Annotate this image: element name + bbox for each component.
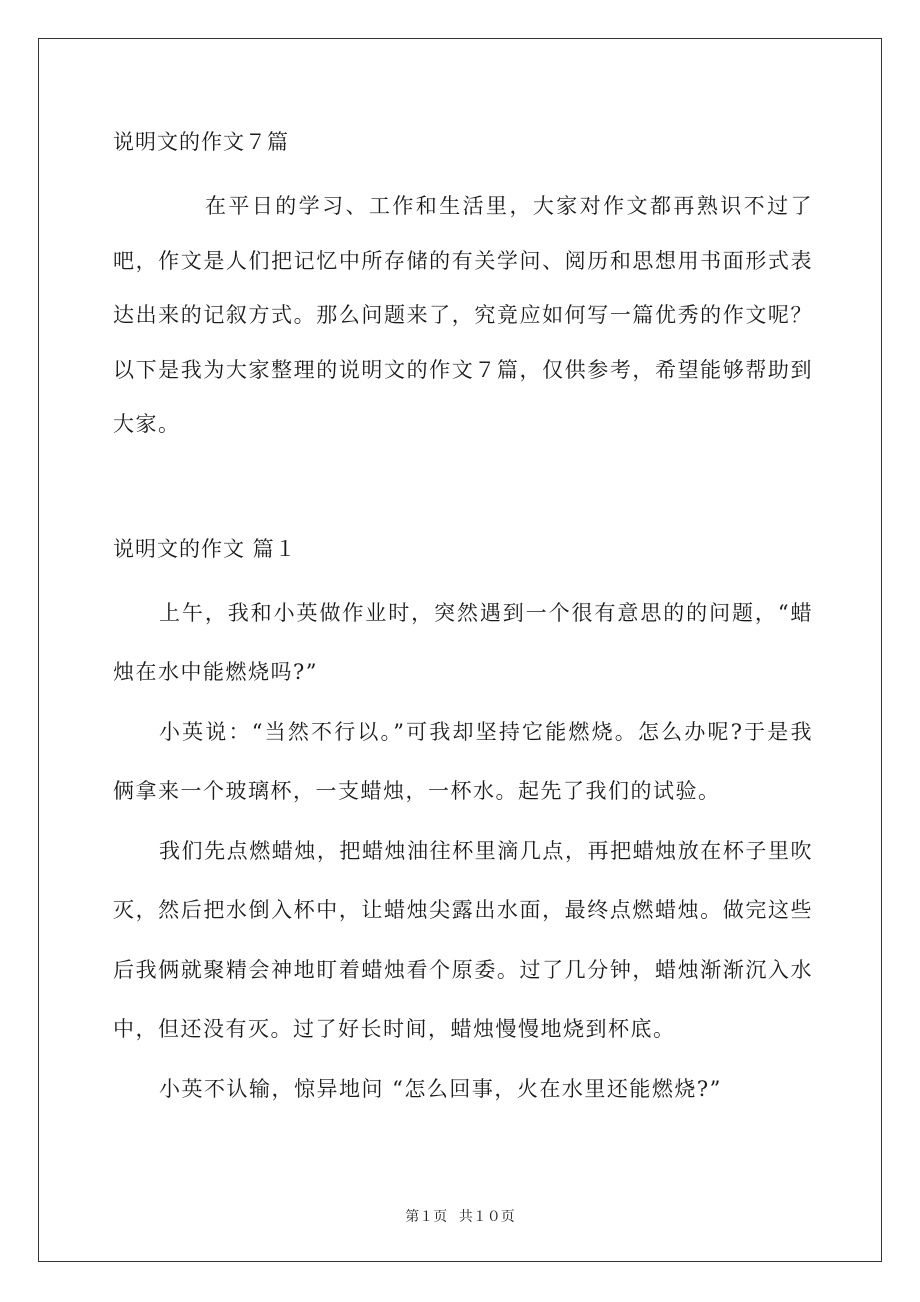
page-footer [0, 1206, 920, 1226]
page-total: 共１０页 [458, 1210, 515, 1225]
document-title: 说明文的作文７篇 [113, 130, 289, 154]
body-paragraph: 小英说：“当然不行以。”可我却坚持它能燃烧。怎么办呢?于是我俩拿来一个玻璃杯，一支蜡烛，一杯水。起先了我们的试验。 [113, 719, 813, 803]
intro-paragraph: 在平日的学习、工作和生活里，大家对作文都再熟识不过了吧，作文是人们把记忆中所存储的有关学问、阅历和思想用书面形式表达出来的记叙方式。那么问题来了，究竟应如何写一篇优秀的作文呢？以下是我为大家整理的说明文的作文７篇，仅供参考，希望能够帮助到大家。 [113, 194, 813, 436]
body-paragraph: 小英不认输，惊异地问 “怎么回事，火在水里还能燃烧?” [159, 1076, 722, 1101]
body-paragraph: 上午，我和小英做作业时，突然遇到一个很有意思的的问题，“蜡烛在水中能燃烧吗?” [113, 600, 813, 684]
page-number: 第１页 [405, 1210, 448, 1225]
document-body [113, 118, 813, 1119]
body-paragraph: 我们先点燃蜡烛，把蜡烛油往杯里滴几点，再把蜡烛放在杯子里吹灭，然后把水倒入杯中，让蜡烛尖露出水面，最终点燃蜡烛。做完这些后我俩就聚精会神地盯着蜡烛看个原委。过了几分钟，蜡烛渐渐沉入水中，但还没有灭。过了好长时间，蜡烛慢慢地烧到杯底。 [113, 838, 813, 1041]
section-heading: 说明文的作文 篇１ [113, 536, 297, 561]
